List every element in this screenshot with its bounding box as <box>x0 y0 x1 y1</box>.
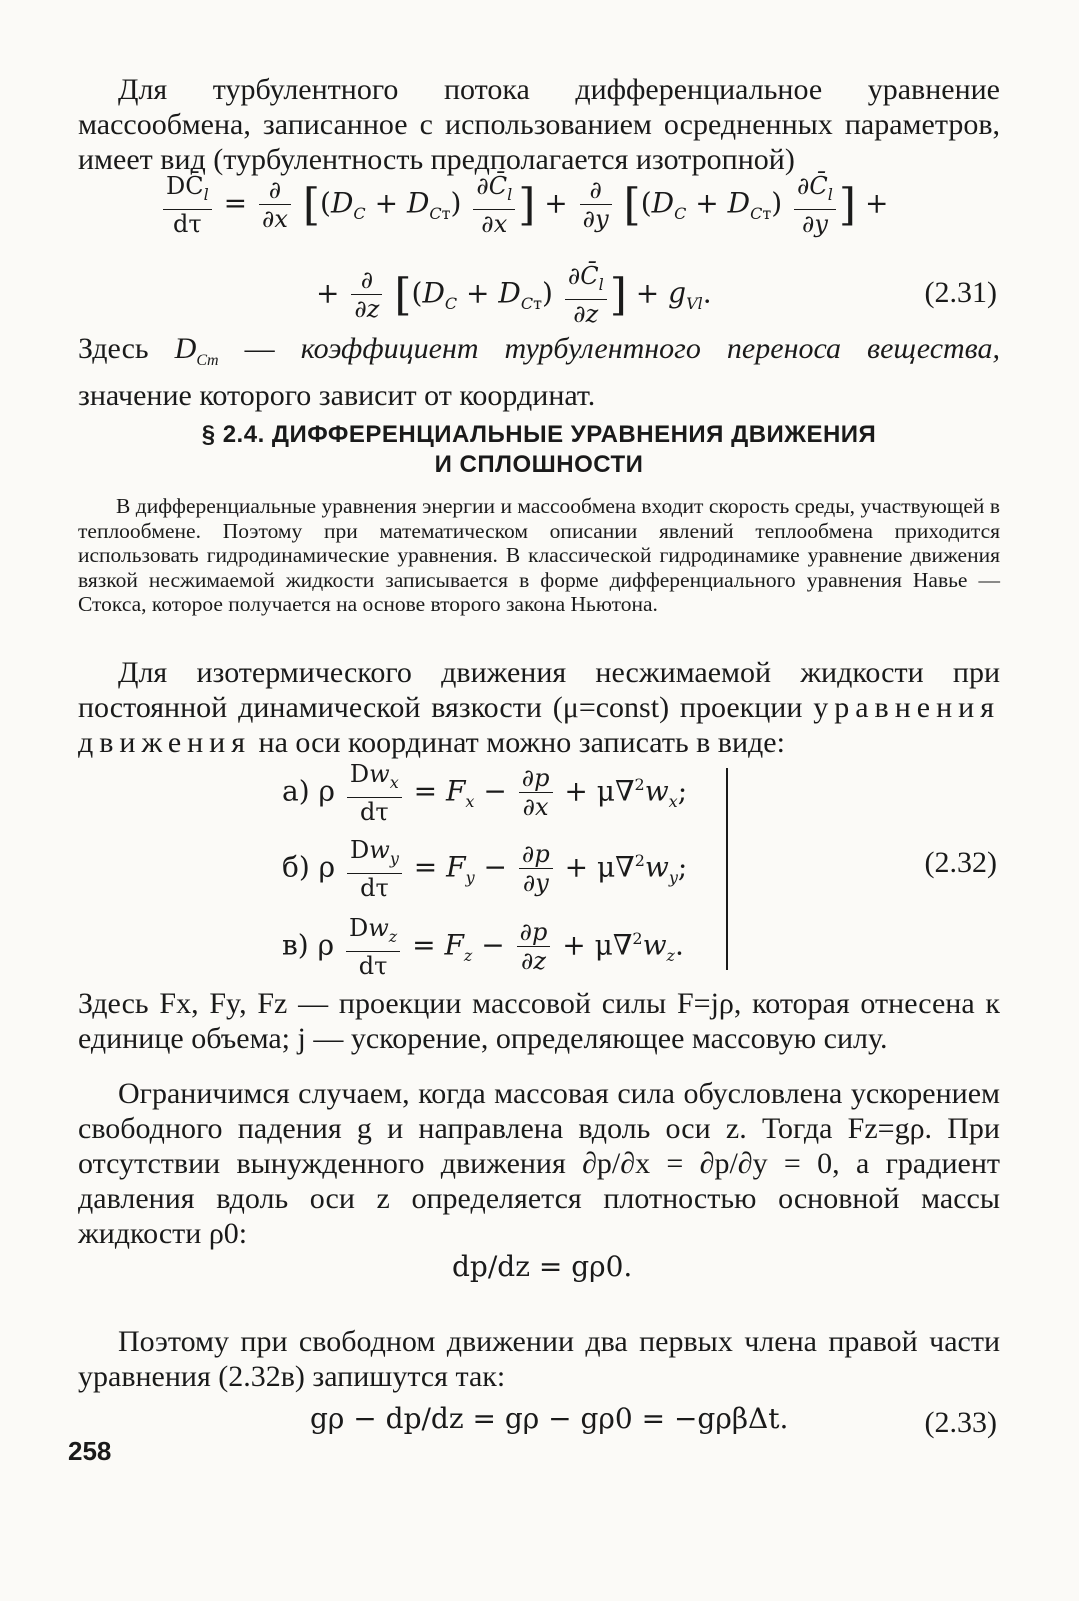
paragraph-mass-force: Здесь Fx, Fy, Fz — проекции массовой силы F=jρ, которая отнесена к единице объема; j — ускорение, определяющее массовую силу. <box>78 987 1000 1055</box>
paragraph-intro-text: Для турбулентного потока дифференциальное уравнение массообмена, записанное с использованием осредненных параметров, имеет вид (турбулентность предполагается изотропной) <box>78 73 1000 176</box>
para2-symbol: D <box>174 332 197 365</box>
eq-2-32-label-b: б) <box>282 850 310 884</box>
section-heading-line-2: И СПЛОШНОСТИ <box>434 451 644 478</box>
equation-pressure-gradient: dp/dz = gρ0. <box>452 1250 633 1283</box>
paragraph-gravity: Ограничимся случаем, когда массовая сила обусловлена ускорением свободного падения g и направлена вдоль оси z. Тогда Fz=gρ. При отсутствии вынужденного движения ∂p/∂x = ∂p/∂y = 0, а градиент давления вдоль оси z определяется плотностью основной массы жидкости ρ0: <box>78 1077 1000 1250</box>
para3-text-a: Для изотермического движения несжимаемой жидкости при постоянной динамической вязкости (μ=const) проекции <box>78 656 1000 724</box>
equation-number-2-32: (2.32) <box>924 846 997 879</box>
equation-number-2-33: (2.33) <box>924 1406 997 1439</box>
equation-2-32-a: а) ρ $\frac{Dw_x}{d\tau}$ = $F_x$ − $\frac{\partial p}{\partial x}$ + $\mu\nabla^2w_x$; <box>282 760 688 826</box>
para2-rest: значение которого зависит от координат. <box>78 379 596 412</box>
small-print-intro: В дифференциальные уравнения энергии и массообмена входит скорость среды, участвующей в теплообмене. Поэтому при математическом описании явлений теплообмена приходится использовать гидродинамические уравнения. В классической гидродинамике уравнение движения вязкой несжимаемой жидкости записывается в форме дифференциального уравнения Навье — Стокса, которое получается на основе второго закона Ньютона. <box>78 494 1000 616</box>
equation-number-2-31: (2.31) <box>924 276 997 309</box>
para2-italic-term: коэффициент турбулентного переноса вещества, <box>300 332 1000 365</box>
section-heading-line-1: § 2.4. ДИФФЕРЕНЦИАЛЬНЫЕ УРАВНЕНИЯ ДВИЖЕНИЯ <box>201 421 877 448</box>
eq-2-32-label-c: в) <box>282 928 309 962</box>
para3-spaced-text: уравнения движения <box>78 691 1000 759</box>
equation-2-32-c: в) ρ $\frac{Dw_z}{d\tau}$ = $F_z$ − $\frac{\partial p}{\partial z}$ + $\mu\nabla^2w_z$. <box>282 914 684 980</box>
para2-symbol-sub: Cт <box>196 352 219 369</box>
equation-2-33: gρ − dp/dz = gρ − gρ0 = −gρβΔt. <box>310 1402 789 1435</box>
paragraph-free-motion: Поэтому при свободном движении два первых члена правой части уравнения (2.32в) запишутся так: <box>78 1325 1000 1393</box>
equation-2-31-line-1: $\frac{DC̄_l}{d\tau}$ = $\frac{\partial}{\partial x}$ [$(D_C + D_{Cт})$ $\frac{\partial C̄_l}{\partial x}$ ] + $\frac{\partial}{\partial y}$ [$(D_C + D_{Cт})$ $\frac{\partial C̄_l}{\partial y}$ ] + <box>160 172 888 238</box>
para2-prefix: Здесь <box>78 332 175 365</box>
equation-2-31-line-2: + $\frac{\partial}{\partial z}$ [$(D_C + D_{Cт})$ $\frac{\partial C̄_l}{\partial z}$ ] + $g_{Vl}$. <box>316 262 712 328</box>
eq-2-32-label-a: а) <box>282 774 310 808</box>
equation-2-32-b: б) ρ $\frac{Dw_y}{d\tau}$ = $F_y$ − $\frac{\partial p}{\partial y}$ + $\mu\nabla^2w_y$; <box>282 836 688 902</box>
section-heading <box>78 420 1000 480</box>
page-number: 258 <box>68 1436 112 1466</box>
paragraph-dct-definition <box>78 331 1000 413</box>
paragraph-isothermal <box>78 655 1000 760</box>
paragraph-intro <box>78 72 1000 177</box>
para2-dash: — <box>218 332 301 365</box>
equation-group-brace <box>716 768 728 970</box>
para3-text-b: на оси координат можно записать в виде: <box>251 726 785 759</box>
